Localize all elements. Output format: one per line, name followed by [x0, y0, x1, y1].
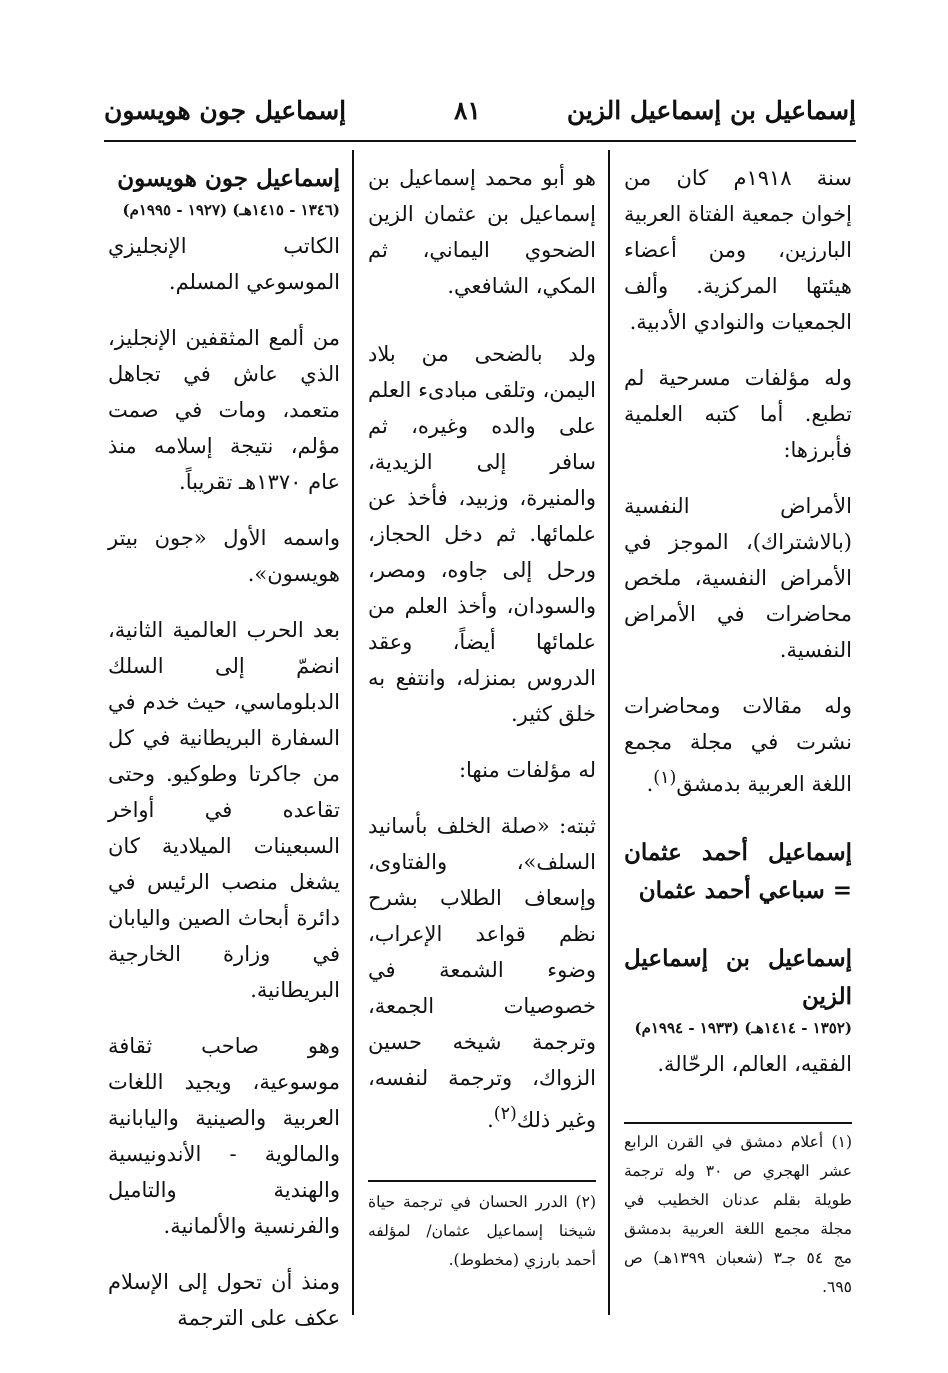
- header-rule: [104, 140, 856, 142]
- header-right-title: إسماعيل بن إسماعيل الزين: [566, 96, 856, 125]
- paragraph: ومنذ أن تحول إلى الإسلام عكف على الترجمة: [108, 1270, 340, 1330]
- footnote-right: [624, 1128, 852, 1302]
- footnote-ref: (٢): [493, 1104, 517, 1124]
- footnote-rule: [624, 1122, 852, 1124]
- footnote-ref: (١): [653, 768, 677, 788]
- entry-heading: إسماعيل بن إسماعيل الزين: [624, 945, 852, 1010]
- paragraph: واسمه الأول «جون بيتر هويسون».: [108, 526, 340, 586]
- column-divider-right: [608, 150, 610, 1315]
- footnote-text: (١) أعلام دمشق في القرن الرابع عشر الهجري ص ٣٠ وله ترجمة طويلة بقلم عدنان الخطيب في مجلة مجمع اللغة العربية بدمشق مج ٥٤ جـ٣ (شعبان ١٣٩٩هـ) ص ٦٩٥.: [624, 1133, 853, 1296]
- footnote-rule: [368, 1180, 596, 1182]
- column-divider-left: [352, 150, 354, 1315]
- column-middle: [368, 160, 596, 1158]
- header-left-title: إسماعيل جون هويسون: [104, 96, 347, 125]
- paragraph: هو أبو محمد إسماعيل بن إسماعيل بن عثمان الزين الضحوي اليماني، ثم المكي، الشافعي.: [368, 166, 596, 298]
- footnote-middle: [368, 1188, 596, 1275]
- entry-heading: إسماعيل جون هويسون: [117, 165, 340, 192]
- paragraph: [624, 688, 852, 802]
- paragraph: سنة ١٩١٨م كان من إخوان جمعية الفتاة العربية البارزين، ومن أعضاء هيئتها المركزية. وألف الجمعيات والنوادي الأدبية.: [624, 166, 852, 334]
- paragraph: الأمراض النفسية (بالاشتراك)، الموجز في الأمراض النفسية، ملخص محاضرات في الأمراض النفسية.: [624, 494, 852, 662]
- paragraph: الفقيه، العالم، الرحّالة.: [657, 1052, 852, 1076]
- page-number: ٨١: [454, 96, 481, 125]
- paragraph-end: .: [646, 772, 654, 796]
- column-right: [624, 160, 852, 1102]
- paragraph: وله مؤلفات مسرحية لم تطبع. أما كتبه العلمية فأبرزها:: [624, 366, 852, 462]
- entry-heading-cross-ref: إسماعيل أحمد عثمان = سباعي أحمد عثمان: [624, 839, 852, 904]
- paragraph: بعد الحرب العالمية الثانية، انضمّ إلى السلك الدبلوماسي، حيث خدم في السفارة البريطانية في كل من جاكرتا وطوكيو. وحتى تقاعده في أواخر السبعينات الميلادية كان يشغل منصب الرئيس في دائرة أبحاث الصين واليابان في وزارة الخارجية البريطانية.: [108, 618, 340, 1002]
- entry-dates: (١٣٥٢ - ١٤١٤هـ) (١٩٣٣ - ١٩٩٤م): [634, 1019, 852, 1037]
- footnote-text: (٢) الدرر الحسان في ترجمة حياة شيخنا إسماعيل عثمان/ لمؤلفه أحمد بارزي (مخطوط).: [368, 1193, 596, 1269]
- column-left: [108, 160, 340, 1356]
- entry-dates: (١٣٤٦ - ١٤١٥هـ) (١٩٢٧ - ١٩٩٥م): [122, 201, 340, 219]
- paragraph: [368, 808, 596, 1138]
- paragraph-end: .: [487, 1108, 494, 1132]
- paragraph: له مؤلفات منها:: [458, 758, 596, 782]
- paragraph-text: وله مقالات ومحاضرات نشرت في مجلة مجمع اللغة العربية بدمشق: [624, 694, 852, 796]
- paragraph: من ألمع المثقفين الإنجليز، الذي عاش في تجاهل متعمد، ومات في صمت مؤلم، نتيجة إسلامه منذ عام ١٣٧٠هـ تقريباً.: [108, 326, 340, 494]
- paragraph: الكاتب الإنجليزي الموسوعي المسلم.: [108, 234, 340, 294]
- paragraph-text: ثبته: «صلة الخلف بأسانيد السلف»، والفتاوى، وإسعاف الطلاب بشرح نظم قواعد الإعراب، وضوء الشمعة في خصوصيات الجمعة، وترجمة شيخه حسين الزواك، وترجمة لنفسه، وغير ذلك: [368, 814, 596, 1132]
- paragraph: وهو صاحب ثقافة موسوعية، ويجيد اللغات العربية والصينية واليابانية والمالوية - الأندونيسية والهندية والتاميل والفرنسية والألمانية.: [108, 1034, 340, 1238]
- paragraph: ولد بالضحى من بلاد اليمن، وتلقى مبادىء العلم على والده وغيره، ثم سافر إلى الزيدية، والمنيرة، وزبيد، فأخذ عن علمائها. ثم دخل الحجاز، ورحل إلى جاوه، ومصر، والسودان، وأخذ العلم من علمائها أيضاً، وعقد الدروس بمنزله، وانتفع به خلق كثير.: [368, 342, 596, 726]
- running-header: [104, 96, 856, 136]
